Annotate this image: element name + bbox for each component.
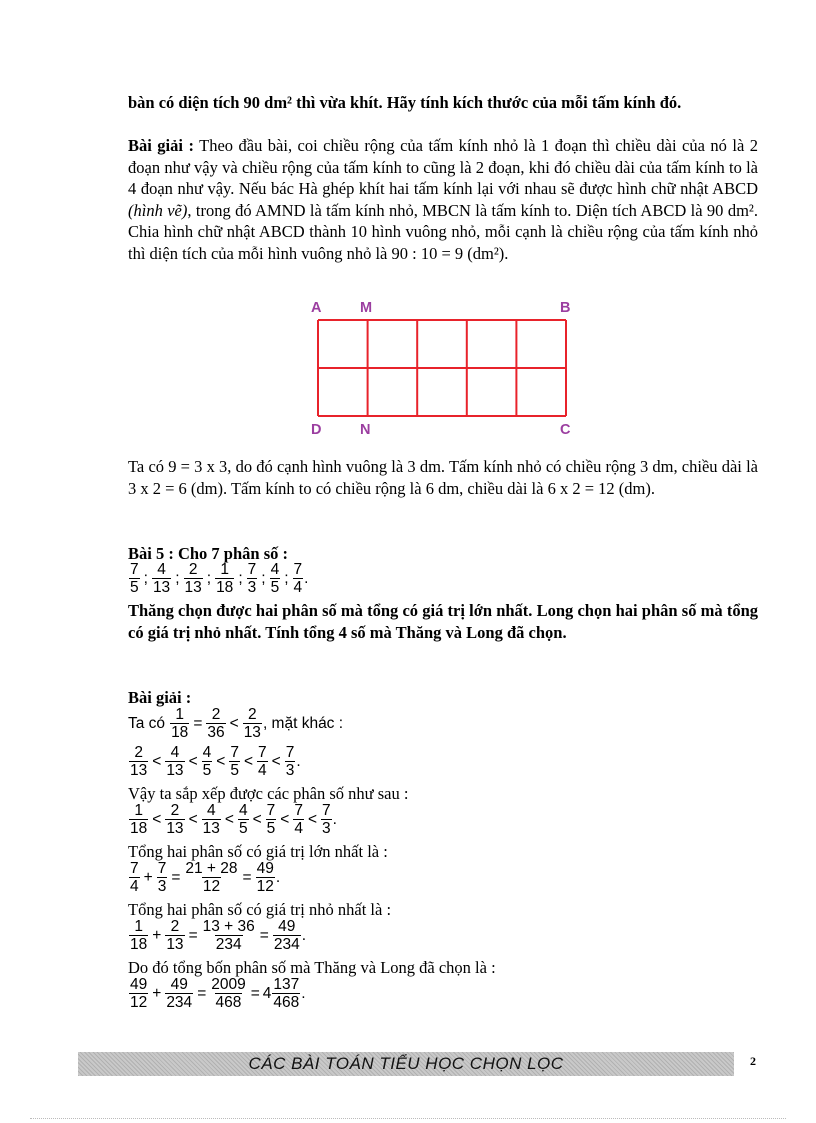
label-d: D <box>311 422 322 438</box>
fraction: $\frac{7}{4}$ <box>294 802 303 837</box>
fraction: $\frac{2}{13}$ <box>184 561 202 596</box>
fraction: $\frac{7}{3}$ <box>285 744 295 779</box>
operator: < <box>243 752 253 770</box>
fraction: $\frac{2}{13}$ <box>130 744 148 779</box>
operator: < <box>280 810 290 828</box>
problem5-title: Bài 5 : Cho 7 phân số : <box>128 544 288 563</box>
solution4-continued: Ta có 9 = 3 x 3, do đó cạnh hình vuông là 3 dm. Tấm kính nhỏ có chiều rộng 3 dm, chiều dài là 3 x 2 = 6 (dm). Tấm kính to có chiều rộng là 6 dm, chiều dài là 6 x 2 = 12 (dm). <box>128 457 758 498</box>
fraction: $\frac{21 + 28}{12}$ <box>185 860 238 895</box>
fraction: $\frac{7}{4}$ <box>130 860 139 895</box>
fraction: $\frac{7}{3}$ <box>247 561 257 596</box>
fraction: $\frac{7}{5}$ <box>230 744 239 779</box>
fraction: $\frac{2}{36}$ <box>207 706 225 741</box>
max-text: Tổng hai phân số có giá trị lớn nhất là : <box>128 842 388 861</box>
fraction: $\frac{1}{18}$ <box>130 802 148 837</box>
fraction: $\frac{49}{12}$ <box>130 976 148 1011</box>
label-m: M <box>360 300 373 316</box>
fraction: $\frac{4}{13}$ <box>202 802 220 837</box>
operator: ; <box>261 569 266 587</box>
operator: ; <box>206 569 212 587</box>
fraction: $\frac{1}{18}$ <box>130 918 148 953</box>
operator: < <box>224 810 234 828</box>
arrange-text: Vậy ta sắp xếp được các phân số như sau : <box>128 784 409 803</box>
operator: < <box>271 752 281 770</box>
operator: < <box>188 752 198 770</box>
fraction: $\frac{2009}{468}$ <box>211 976 246 1011</box>
total-text: Do đó tổng bốn phân số mà Thăng và Long đã chọn là : <box>128 958 496 977</box>
solution5-line2: $\frac{2}{13}$ < $\frac{4}{13}$ < $\frac{4}{5}$ < $\frac{7}{5}$ < $\frac{7}{4}$ < $\frac{7}{3}$ . <box>130 744 301 779</box>
footer-title: CÁC BÀI TOÁN TIỂU HỌC CHỌN LỌC <box>248 1054 564 1073</box>
solution4-text: Theo đầu bài, coi chiều rộng của tấm kính nhỏ là 1 đoạn thì chiều dài của nó là 2 đoạn như vậy và chiều rộng của tấm kính to cũng là 2 đoạn, khi đó chiều dài của tấm kính to là 4 đoạn như vậy. Nếu bác Hà ghép khít hai tấm kính lại với nhau sẽ được hình chữ nhật ABCD <box>128 136 758 198</box>
rectangle-figure <box>300 292 590 442</box>
label-c: C <box>560 422 571 438</box>
fraction: $\frac{4}{13}$ <box>166 744 184 779</box>
fraction: $\frac{49}{234}$ <box>166 976 193 1011</box>
fraction: $\frac{4}{13}$ <box>152 561 171 596</box>
grid-lines <box>318 320 566 416</box>
fraction: $\frac{13 + 36}{234}$ <box>202 918 255 953</box>
fraction: $\frac{7}{3}$ <box>322 802 331 837</box>
problem4-text: bàn có diện tích 90 dm² thì vừa khít. Hãy tính kích thước của mỗi tấm kính đó. <box>128 93 682 112</box>
page-number: 2 <box>750 1054 756 1068</box>
fraction: $\frac{2}{13}$ <box>243 706 261 741</box>
operator: ; <box>175 569 180 587</box>
operator: ; <box>238 569 243 587</box>
fraction: $\frac{4}{5}$ <box>270 561 280 596</box>
operator: < <box>188 810 198 828</box>
label-n: N <box>360 422 371 438</box>
fraction: $\frac{2}{13}$ <box>166 802 184 837</box>
operator: ; <box>143 569 148 587</box>
operator: < <box>216 752 226 770</box>
fraction: $\frac{7}{4}$ <box>258 744 267 779</box>
fraction: $\frac{7}{3}$ <box>157 860 167 895</box>
fraction: $\frac{1}{18}$ <box>171 706 189 741</box>
solution-label: Bài giải : <box>128 136 194 155</box>
max-expression: $\frac{7}{4}$ + $\frac{7}{3}$ = $\frac{21 + 28}{12}$ = $\frac{49}{12}$ . <box>130 860 281 895</box>
fraction: $\frac{4}{5}$ <box>238 802 248 837</box>
operator: < <box>307 810 317 828</box>
solution5-line3: $\frac{1}{18}$ < $\frac{2}{13}$ < $\frac{4}{13}$ < $\frac{4}{5}$ < $\frac{7}{5}$ < $\frac{7}{4}$ < $\frac{7}{3}$ . <box>130 802 337 837</box>
total-expression: $\frac{49}{12}$ + $\frac{49}{234}$ = $\frac{2009}{468}$ = 4 $\frac{137}{468}$ . <box>130 976 306 1011</box>
fraction: $\frac{1}{18}$ <box>216 561 234 596</box>
figure-reference: (hình vẽ) <box>128 200 188 220</box>
operator: < <box>152 752 162 770</box>
operator: < <box>252 810 262 828</box>
fraction: $\frac{49}{234}$ <box>273 918 300 953</box>
fraction: $\frac{49}{12}$ <box>256 860 274 895</box>
min-expression: $\frac{1}{18}$ + $\frac{2}{13}$ = $\frac{13 + 36}{234}$ = $\frac{49}{234}$ . <box>130 918 307 953</box>
solution4-text-2: , trong đó AMND là tấm kính nhỏ, MBCN là tấm kính to. Diện tích ABCD là 90 dm². Chia hình chữ nhật ABCD thành 10 hình vuông nhỏ, mỗi cạnh là chiều rộng của tấm kính nhỏ thì diện tích của mỗi hình vuông nhỏ là 90 : 10 = 9 (dm²). <box>128 200 758 263</box>
problem5-fractions: $\frac{7}{5}$ ; $\frac{4}{13}$ ; $\frac{2}{13}$ ; $\frac{1}{18}$ ; $\frac{7}{3}$ ; $\frac{4}{5}$ ; $\frac{7}{4}$ . <box>130 561 309 596</box>
operator: < <box>152 810 162 828</box>
page-edge-divider <box>30 1118 786 1119</box>
ta-co-text: Ta có <box>128 714 166 732</box>
problem5-question: Thăng chọn được hai phân số mà tổng có giá trị lớn nhất. Long chọn hai phân số mà tổng có giá trị nhỏ nhất. Tính tổng 4 số mà Thăng và Long đã chọn. <box>128 601 758 642</box>
fraction: $\frac{4}{5}$ <box>202 744 212 779</box>
footer-banner <box>78 1052 734 1076</box>
fraction: $\frac{7}{4}$ <box>293 561 303 596</box>
solution5-line1: Ta có $\frac{1}{18}$ = $\frac{2}{36}$ < $\frac{2}{13}$ , mặt khác : <box>128 706 344 741</box>
solution5-label: Bài giải : <box>128 688 192 707</box>
solution4-paragraph <box>128 135 758 264</box>
whole-part: 4 <box>262 984 272 1002</box>
fraction: $\frac{137}{468}$ <box>273 976 300 1011</box>
fraction: $\frac{2}{13}$ <box>166 918 184 953</box>
fraction: $\frac{7}{5}$ <box>266 802 276 837</box>
label-a: A <box>311 300 322 316</box>
operator: ; <box>284 569 289 587</box>
mat-khac-text: , mặt khác : <box>262 714 344 732</box>
min-text: Tổng hai phân số có giá trị nhỏ nhất là : <box>128 900 392 919</box>
label-b: B <box>560 300 571 316</box>
fraction: $\frac{7}{5}$ <box>130 561 139 596</box>
